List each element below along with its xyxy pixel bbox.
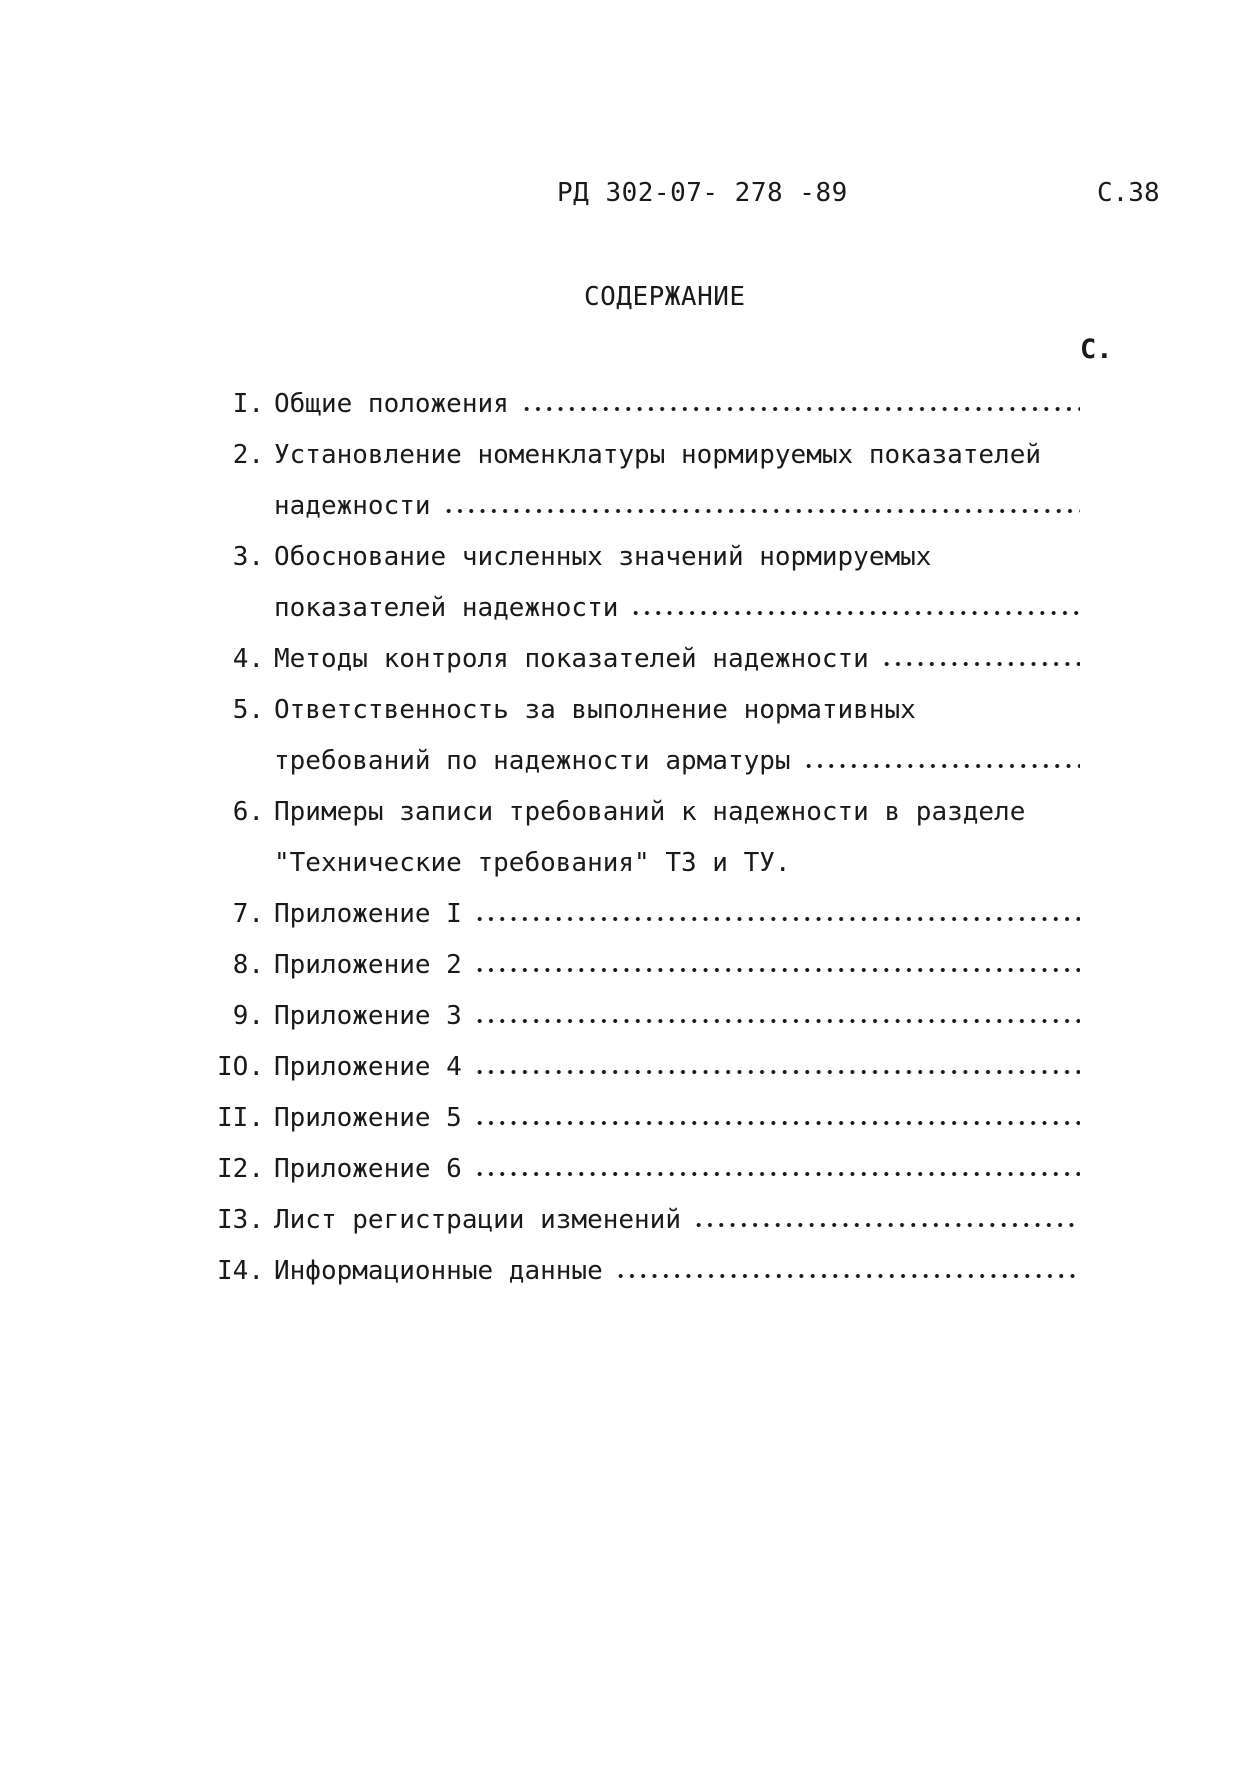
toc-entry-number: 5. <box>232 694 264 725</box>
toc-line <box>200 1041 1080 1092</box>
toc-line <box>200 429 1080 480</box>
toc-line <box>200 939 1080 990</box>
toc-entry <box>200 1041 1080 1092</box>
toc-entry-text: Приложение I <box>274 898 462 929</box>
toc-entry-text: Приложение 5 <box>274 1102 462 1133</box>
toc-entry-text: надежности <box>274 490 431 521</box>
toc-entry <box>200 939 1080 990</box>
toc-line <box>200 1245 1080 1296</box>
toc-entry-number: 7. <box>232 898 264 929</box>
toc-dot-leader <box>474 1018 1080 1024</box>
toc-line <box>200 990 1080 1041</box>
toc-entry <box>200 1245 1080 1296</box>
toc-entry <box>200 1194 1080 1245</box>
toc-title: СОДЕРЖАНИЕ <box>584 282 746 312</box>
toc-entry-number: 3. <box>232 541 264 572</box>
toc-entry-text: Приложение 3 <box>274 1000 462 1031</box>
document-code: РД 302-07- 278 -89 <box>557 178 848 208</box>
toc-entry-number: 2. <box>232 439 264 470</box>
toc-line <box>200 786 1080 837</box>
toc-entry <box>200 633 1080 684</box>
toc-dot-leader <box>803 763 1080 769</box>
toc-dot-leader <box>615 1273 1080 1279</box>
toc-line <box>200 888 1080 939</box>
toc-dot-leader <box>474 916 1080 922</box>
toc-entry-text: Обоснование численных значений нормируемых <box>274 541 932 572</box>
toc-line <box>200 1194 1080 1245</box>
toc-entry-text: Установление номенклатуры нормируемых показателей <box>274 439 1042 470</box>
toc-entry <box>200 990 1080 1041</box>
toc-entry-number: II. <box>217 1102 264 1133</box>
toc-entry-text: Общие положения <box>274 388 509 419</box>
toc-entry <box>200 888 1080 939</box>
toc-dot-leader <box>474 1171 1080 1177</box>
toc-line <box>200 480 1080 531</box>
toc-entry-number: 6. <box>232 796 264 827</box>
toc-line <box>200 1092 1080 1143</box>
toc-dot-leader <box>474 1120 1080 1126</box>
toc-line <box>200 378 1080 429</box>
toc-entry-number: 4. <box>232 643 264 674</box>
toc-entry <box>200 684 1080 786</box>
toc-entry-text: Примеры записи требований к надежности в разделе <box>274 796 1026 827</box>
toc-entry <box>200 378 1080 429</box>
toc-entry-number: 8. <box>232 949 264 980</box>
toc-entry-number: 9. <box>232 1000 264 1031</box>
toc-dot-leader <box>630 610 1080 616</box>
toc-line <box>200 1143 1080 1194</box>
toc-entry-text: показателей надежности <box>274 592 619 623</box>
toc-entry-text: Приложение 4 <box>274 1051 462 1082</box>
toc-dot-leader <box>474 967 1080 973</box>
toc-entry-text: требований по надежности арматуры <box>274 745 791 776</box>
toc-dot-leader <box>474 1069 1080 1075</box>
toc-entry-text: Приложение 6 <box>274 1153 462 1184</box>
toc-entry-text: "Технические требования" ТЗ и ТУ. <box>274 847 791 878</box>
toc-entry-number: IO. <box>217 1051 264 1082</box>
table-of-contents <box>200 378 1080 1296</box>
page-number: С.38 <box>1097 178 1160 208</box>
toc-entry <box>200 429 1080 531</box>
toc-entry <box>200 1092 1080 1143</box>
toc-entry-text: Ответственность за выполнение нормативных <box>274 694 916 725</box>
toc-line <box>200 684 1080 735</box>
toc-entry-number: I. <box>232 388 264 419</box>
toc-entry-text: Методы контроля показателей надежности <box>274 643 869 674</box>
toc-line <box>200 633 1080 684</box>
toc-line <box>200 582 1080 633</box>
toc-line <box>200 735 1080 786</box>
toc-dot-leader <box>521 406 1080 412</box>
toc-entry-number: I4. <box>217 1255 264 1286</box>
page-column-label: С. <box>1080 334 1113 365</box>
toc-line <box>200 837 1080 888</box>
toc-dot-leader <box>693 1222 1080 1228</box>
toc-dot-leader <box>443 508 1080 514</box>
toc-entry <box>200 1143 1080 1194</box>
toc-entry-text: Приложение 2 <box>274 949 462 980</box>
toc-entry-number: I2. <box>217 1153 264 1184</box>
toc-line <box>200 531 1080 582</box>
toc-entry-text: Лист регистрации изменений <box>274 1204 681 1235</box>
toc-entry-number: I3. <box>217 1204 264 1235</box>
toc-dot-leader <box>881 661 1080 667</box>
toc-entry-text: Информационные данные <box>274 1255 603 1286</box>
toc-entry <box>200 786 1080 888</box>
toc-entry <box>200 531 1080 633</box>
